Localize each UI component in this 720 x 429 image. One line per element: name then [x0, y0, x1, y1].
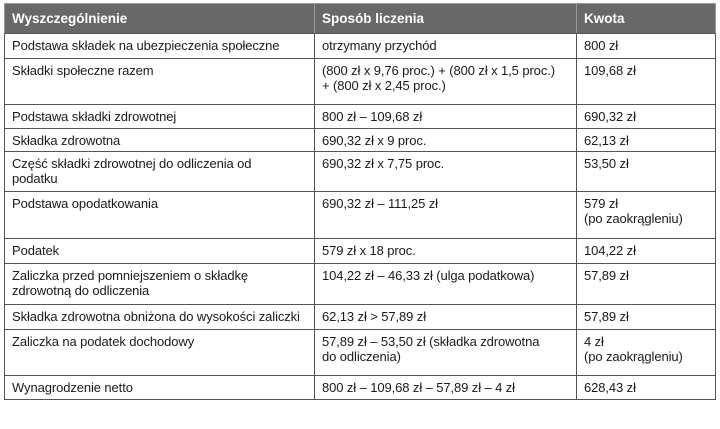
cell-amount-line: 628,43 zł	[584, 380, 636, 395]
cell-description	[5, 152, 315, 192]
cell-description	[5, 129, 315, 152]
cell-amount	[577, 330, 716, 376]
cell-method	[315, 192, 577, 239]
cell-method-line: + (800 zł x 2,45 proc.)	[322, 78, 446, 93]
cell-method-line: 579 zł x 18 proc.	[322, 243, 416, 258]
cell-method-line: 690,32 zł – 111,25 zł	[322, 196, 438, 211]
cell-description	[5, 105, 315, 129]
cell-method-line: 104,22 zł – 46,33 zł (ulga podatkowa)	[322, 268, 535, 283]
cell-amount	[577, 152, 716, 192]
cell-amount-line: 109,68 zł	[584, 63, 636, 78]
salary-calculation-table	[4, 3, 716, 400]
table-row	[5, 105, 716, 129]
cell-method	[315, 34, 577, 59]
table-row	[5, 192, 716, 239]
table-body	[5, 34, 716, 400]
cell-description-line: podatku	[12, 171, 58, 186]
cell-method	[315, 129, 577, 152]
cell-method	[315, 152, 577, 192]
cell-amount-line: 690,32 zł	[584, 109, 636, 124]
header-row	[5, 4, 716, 34]
table-row	[5, 152, 716, 192]
cell-method	[315, 59, 577, 105]
cell-method	[315, 330, 577, 376]
cell-amount-line: 53,50 zł	[584, 156, 629, 171]
cell-description-line: Zaliczka przed pomniejszeniem o składkę	[12, 268, 248, 283]
cell-amount	[577, 264, 716, 305]
header-amount: Kwota	[577, 4, 716, 34]
table-row	[5, 264, 716, 305]
header-method: Sposób liczenia	[315, 4, 577, 34]
cell-description-line: zdrowotną do odliczenia	[12, 283, 150, 298]
cell-description	[5, 330, 315, 376]
cell-amount-line: 104,22 zł	[584, 243, 636, 258]
cell-amount-line: 62,13 zł	[584, 133, 629, 148]
table-row	[5, 239, 716, 264]
cell-description-line: Podstawa opodatkowania	[12, 196, 158, 211]
cell-method-line: 800 zł – 109,68 zł – 57,89 zł – 4 zł	[322, 380, 515, 395]
table-row	[5, 376, 716, 400]
cell-method	[315, 239, 577, 264]
cell-amount-line: 4 zł	[584, 334, 604, 349]
cell-method-line: 800 zł – 109,68 zł	[322, 109, 423, 124]
cell-amount-line: (po zaokrągleniu)	[584, 349, 683, 364]
cell-method	[315, 305, 577, 330]
cell-method-line: (800 zł x 9,76 proc.) + (800 zł x 1,5 proc.)	[322, 63, 555, 78]
cell-method-line: 690,32 zł x 7,75 proc.	[322, 156, 445, 171]
cell-description-line: Składka zdrowotna	[12, 133, 121, 148]
cell-description	[5, 376, 315, 400]
cell-method	[315, 105, 577, 129]
cell-description-line: Wynagrodzenie netto	[12, 380, 133, 395]
cell-description-line: Podstawa składek na ubezpieczenia społeczne	[12, 38, 280, 53]
table-row	[5, 59, 716, 105]
table-row	[5, 34, 716, 59]
cell-amount	[577, 34, 716, 59]
cell-amount	[577, 239, 716, 264]
cell-description	[5, 305, 315, 330]
cell-description-line: Składka zdrowotna obniżona do wysokości zaliczki	[12, 309, 300, 324]
cell-amount	[577, 305, 716, 330]
cell-method	[315, 376, 577, 400]
cell-amount	[577, 129, 716, 152]
header-description: Wyszczególnienie	[5, 4, 315, 34]
table-row	[5, 305, 716, 330]
cell-method-line: otrzymany przychód	[322, 38, 437, 53]
cell-amount-line: 57,89 zł	[584, 309, 629, 324]
cell-amount	[577, 59, 716, 105]
cell-description	[5, 192, 315, 239]
cell-description	[5, 264, 315, 305]
cell-description-line: Podatek	[12, 243, 60, 258]
cell-amount-line: 579 zł	[584, 196, 619, 211]
table-header	[5, 4, 716, 34]
cell-amount	[577, 105, 716, 129]
cell-description-line: Część składki zdrowotnej do odliczenia od	[12, 156, 252, 171]
cell-description	[5, 59, 315, 105]
cell-method	[315, 264, 577, 305]
cell-method-line: 62,13 zł > 57,89 zł	[322, 309, 426, 324]
salary-calculation-table-container	[4, 3, 715, 400]
cell-method-line: do odliczenia)	[322, 349, 401, 364]
cell-description-line: Podstawa składki zdrowotnej	[12, 109, 177, 124]
cell-method-line: 57,89 zł – 53,50 zł (składka zdrowotna	[322, 334, 540, 349]
cell-amount-line: 800 zł	[584, 38, 619, 53]
cell-amount-line: (po zaokrągleniu)	[584, 211, 683, 226]
table-row	[5, 129, 716, 152]
cell-amount	[577, 192, 716, 239]
cell-description-line: Składki społeczne razem	[12, 63, 154, 78]
cell-description	[5, 34, 315, 59]
cell-amount	[577, 376, 716, 400]
cell-amount-line: 57,89 zł	[584, 268, 629, 283]
cell-description	[5, 239, 315, 264]
cell-description-line: Zaliczka na podatek dochodowy	[12, 334, 195, 349]
table-row	[5, 330, 716, 376]
cell-method-line: 690,32 zł x 9 proc.	[322, 133, 427, 148]
